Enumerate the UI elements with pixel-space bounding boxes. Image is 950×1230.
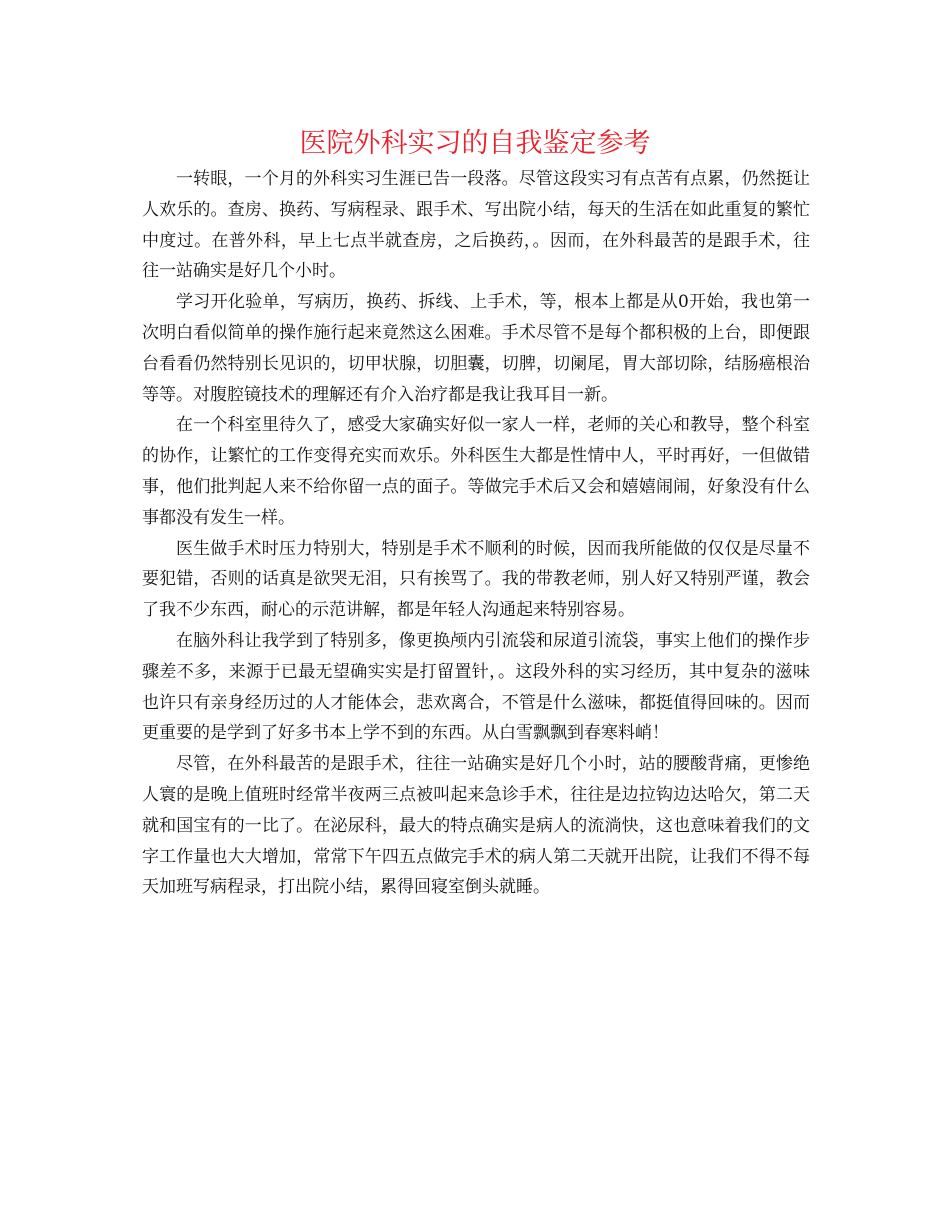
paragraph-4: 医生做手术时压力特别大，特别是手术不顺利的时候，因而我所能做的仅仅是尽量不要犯错，否则的话真是欲哭无泪，只有挨骂了。我的带教老师，别人好又特别严谨，教会了我不少东西，耐心的示范讲解，都是年轻人沟通起来特别容易。 (142, 538, 810, 621)
paragraph-2: 学习开化验单，写病历，换药、拆线、上手术，等，根本上都是从0开始，我也第一次明白看似简单的操作施行起来竟然这么困难。手术尽管不是每个都积极的上台，即便跟台看看仍然特别长见识的，切甲状腺，切胆囊，切脾，切阑尾，胃大部切除，结肠癌根治等等。对腹腔镜技术的理解还有介入治疗都是我让我耳目一新。 (142, 292, 810, 405)
paragraph-3: 在一个科室里待久了，感受大家确实好似一家人一样，老师的关心和教导，整个科室的协作，让繁忙的工作变得充实而欢乐。外科医生大都是性情中人，平时再好，一但做错事，他们批判起人来不给你留一点的面子。等做完手术后又会和嬉嬉闹闹，好象没有什么事都没有发生一样。 (142, 415, 810, 528)
paragraph-6: 尽管，在外科最苦的是跟手术，往往一站确实是好几个小时，站的腰酸背痛，更惨绝人寰的是晚上值班时经常半夜两三点被叫起来急诊手术，往往是边拉钩边达哈欠，第二天就和国宝有的一比了。在泌尿科，最大的特点确实是病人的流淌快，这也意味着我们的文字工作量也大大增加，常常下午四五点做完手术的病人第二天就开出院，让我们不得不每天加班写病程录，打出院小结，累得回寝室倒头就睡。 (142, 754, 810, 898)
paragraph-5: 在脑外科让我学到了特别多，像更换颅内引流袋和尿道引流袋，事实上他们的操作步骤差不多，来源于已最无望确实实是打留置针，。这段外科的实习经历，其中复杂的滋味也许只有亲身经历过的人才能体会，悲欢离合，不管是什么滋味，都挺值得回味的。因而更重要的是学到了好多书本上学不到的东西。从白雪飘飘到春寒料峭！ (142, 630, 810, 744)
document-body (142, 164, 810, 903)
paragraph-1: 一转眼，一个月的外科实习生涯已告一段落。尽管这段实习有点苦有点累，仍然挺让人欢乐的。查房、换药、写病程录、跟手术、写出院小结，每天的生活在如此重复的繁忙中度过。在普外科，早上七点半就查房，之后换药，。因而，在外科最苦的是跟手术，往往一站确实是好几个小时。 (142, 169, 810, 282)
document-title: 医院外科实习的自我鉴定参考 (299, 128, 651, 159)
